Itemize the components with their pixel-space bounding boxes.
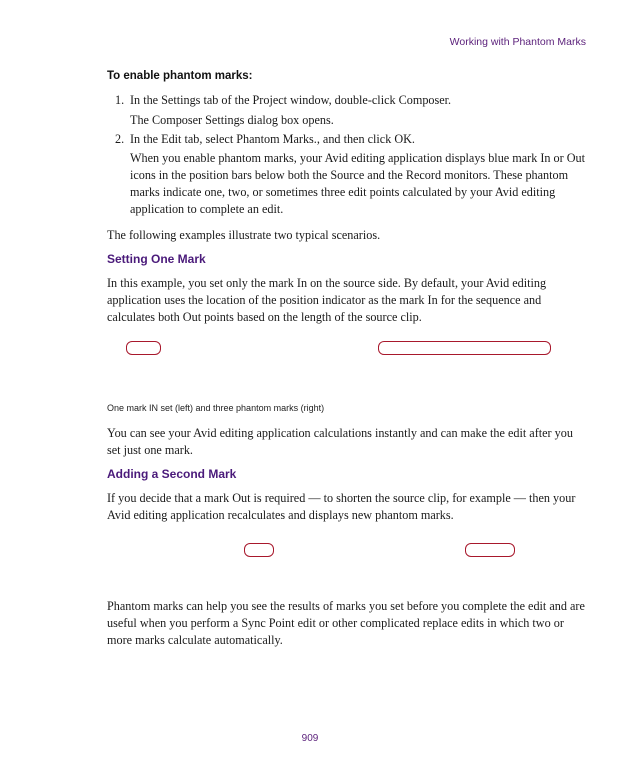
procedure-title: To enable phantom marks:	[107, 70, 253, 82]
closing-paragraph: Phantom marks can help you see the results of marks you set before you complete the edit and are useful when you perform a Sync Point edit or other complicated replace edits in which two or more marks calculate automatically.	[107, 599, 585, 647]
step-2-number: 2.	[115, 132, 125, 146]
step-1-number: 1.	[115, 93, 125, 107]
section-two-paragraph: If you decide that a mark Out is required — to shorten the source clip, for example — then your Avid editing application recalculates and displays new phantom marks.	[107, 491, 576, 522]
section-one-follow-up: You can see your Avid editing application calculations instantly and can make the edit after you set just one mark.	[107, 426, 573, 457]
section-one-paragraph: In this example, you set only the mark In on the source side. By default, your Avid editing application uses the location of the position indicator as the mark In for the sequence and calculates both Out points based on the length of the source clip.	[107, 276, 547, 324]
running-header: Working with Phantom Marks	[449, 36, 586, 48]
step-1-result: The Composer Settings dialog box opens.	[130, 113, 334, 127]
phantom-marks-bar-icon	[378, 341, 551, 355]
section-heading-setting-one-mark: Setting One Mark	[107, 252, 206, 266]
mark-in-out-icon	[244, 543, 274, 557]
section-heading-adding-second-mark: Adding a Second Mark	[107, 467, 237, 481]
intro-paragraph: The following examples illustrate two typical scenarios.	[107, 228, 381, 242]
phantom-marks-icon	[465, 543, 515, 557]
step-1-text: In the Settings tab of the Project window, double-click Composer.	[130, 93, 452, 107]
figure-caption: One mark IN set (left) and three phantom marks (right)	[107, 403, 325, 413]
page-number: 909	[301, 733, 319, 744]
step-2-text: In the Edit tab, select Phantom Marks., and then click OK.	[130, 132, 415, 146]
mark-in-icon	[126, 341, 161, 355]
step-2-result: When you enable phantom marks, your Avid editing application displays blue mark In or Out icons in the position bars below both the Source and the Record monitors. These phantom marks indicate one, two, or sometimes three edit points calculated by your Avid editing application to complete an edit.	[130, 151, 586, 216]
